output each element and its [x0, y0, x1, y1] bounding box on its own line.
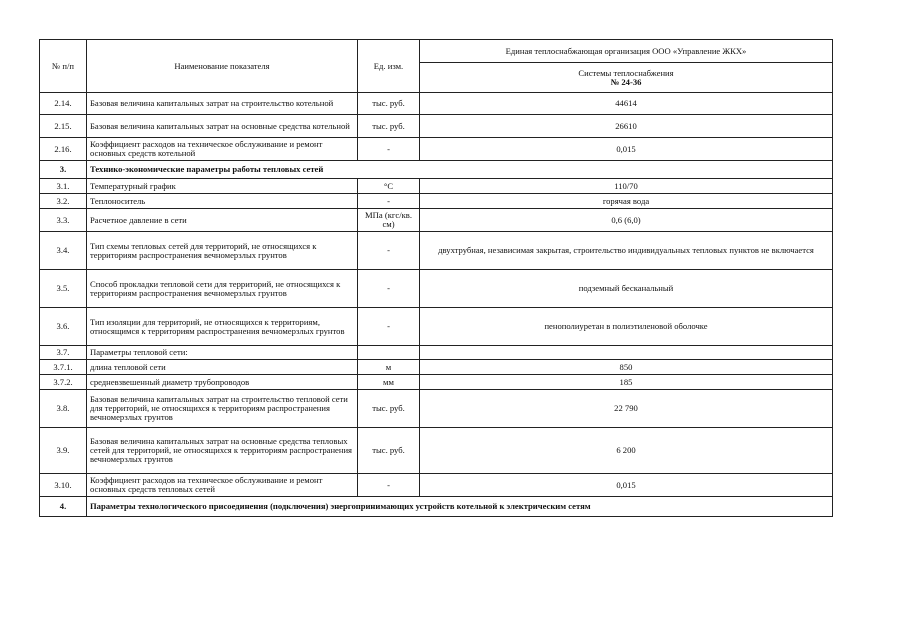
indicator-name: Расчетное давление в сети	[87, 209, 358, 232]
value-cell: горячая вода	[420, 194, 833, 209]
unit-cell: °С	[358, 179, 420, 194]
unit-cell: тыс. руб.	[358, 390, 420, 428]
row-number: 3.8.	[40, 390, 87, 428]
indicator-name: Тип схемы тепловых сетей для территорий, не относящихся к территориям распространения вечномерзлых грунтов	[87, 232, 358, 270]
unit-cell	[358, 346, 420, 360]
value-cell: 44614	[420, 93, 833, 115]
indicator-name: Базовая величина капитальных затрат на строительство тепловой сети для территорий, не относящихся к территориям распространения вечномерзлых грунтов	[87, 390, 358, 428]
table-row	[40, 115, 833, 138]
header-unit: Ед. изм.	[358, 40, 420, 93]
unit-cell: -	[358, 474, 420, 497]
row-number: 3.1.	[40, 179, 87, 194]
row-number: 3.9.	[40, 428, 87, 474]
table-row	[40, 209, 833, 232]
unit-cell: -	[358, 308, 420, 346]
table-body	[40, 93, 833, 517]
unit-cell: тыс. руб.	[358, 428, 420, 474]
table-row	[40, 360, 833, 375]
table-row	[40, 375, 833, 390]
unit-cell: тыс. руб.	[358, 115, 420, 138]
header-systems	[420, 63, 833, 93]
value-cell: 0,015	[420, 138, 833, 161]
value-cell: 850	[420, 360, 833, 375]
header-name: Наименование показателя	[87, 40, 358, 93]
indicators-table	[39, 39, 833, 517]
indicator-name: Теплоноситель	[87, 194, 358, 209]
value-cell: 6 200	[420, 428, 833, 474]
header-num: № п/п	[40, 40, 87, 93]
unit-cell: -	[358, 232, 420, 270]
row-number: 3.7.2.	[40, 375, 87, 390]
table-row	[40, 390, 833, 428]
section-number: 3.	[40, 161, 87, 179]
row-number: 3.7.1.	[40, 360, 87, 375]
section-title: Параметры технологического присоединения (подключения) энергопринимающих устройств котельной к электрическим сетям	[87, 497, 833, 517]
indicator-name: Базовая величина капитальных затрат на строительство котельной	[87, 93, 358, 115]
indicator-name: Тип изоляции для территорий, не относящихся к территориям, относящимся к территориям распространения вечномерзлых грунтов	[87, 308, 358, 346]
section-title: Технико-экономические параметры работы тепловых сетей	[87, 161, 833, 179]
indicator-name: Коэффициент расходов на техническое обслуживание и ремонт основных средств котельной	[87, 138, 358, 161]
indicator-name: Параметры тепловой сети:	[87, 346, 358, 360]
value-cell: подземный бесканальный	[420, 270, 833, 308]
indicator-name: средневзвешенный диаметр трубопроводов	[87, 375, 358, 390]
header-org: Единая теплоснабжающая организация ООО «Управление ЖКХ»	[420, 40, 833, 63]
value-cell: 185	[420, 375, 833, 390]
indicator-name: Температурный график	[87, 179, 358, 194]
row-number: 3.10.	[40, 474, 87, 497]
row-number: 3.4.	[40, 232, 87, 270]
row-number: 3.2.	[40, 194, 87, 209]
header-system-number: № 24-36	[610, 76, 642, 87]
table-row	[40, 232, 833, 270]
unit-cell: МПа (кгс/кв. см)	[358, 209, 420, 232]
row-number: 3.6.	[40, 308, 87, 346]
value-cell: 26610	[420, 115, 833, 138]
value-cell: 0,015	[420, 474, 833, 497]
section-number: 4.	[40, 497, 87, 517]
table-row	[40, 308, 833, 346]
indicator-name: Способ прокладки тепловой сети для территорий, не относящихся к территориям распространения вечномерзлых грунтов	[87, 270, 358, 308]
unit-cell: мм	[358, 375, 420, 390]
table-row	[40, 93, 833, 115]
row-number: 2.15.	[40, 115, 87, 138]
value-cell	[420, 346, 833, 360]
indicator-name: Коэффициент расходов на техническое обслуживание и ремонт основных средств тепловых сетей	[87, 474, 358, 497]
section-row	[40, 161, 833, 179]
table-row	[40, 270, 833, 308]
value-cell: 0,6 (6,0)	[420, 209, 833, 232]
unit-cell: -	[358, 138, 420, 161]
value-cell: двухтрубная, независимая закрытая, строительство индивидуальных тепловых пунктов не включается	[420, 232, 833, 270]
indicator-name: Базовая величина капитальных затрат на основные средства котельной	[87, 115, 358, 138]
table-row	[40, 428, 833, 474]
row-number: 3.3.	[40, 209, 87, 232]
row-number: 3.7.	[40, 346, 87, 360]
indicator-name: длина тепловой сети	[87, 360, 358, 375]
row-number: 3.5.	[40, 270, 87, 308]
value-cell: 110/70	[420, 179, 833, 194]
table-row	[40, 179, 833, 194]
unit-cell: -	[358, 270, 420, 308]
table-row	[40, 474, 833, 497]
unit-cell: м	[358, 360, 420, 375]
table-row	[40, 346, 833, 360]
value-cell: 22 790	[420, 390, 833, 428]
table-row	[40, 138, 833, 161]
unit-cell: тыс. руб.	[358, 93, 420, 115]
header-row-org	[40, 40, 833, 63]
section-row	[40, 497, 833, 517]
value-cell: пенополиуретан в полиэтиленовой оболочке	[420, 308, 833, 346]
row-number: 2.14.	[40, 93, 87, 115]
row-number: 2.16.	[40, 138, 87, 161]
unit-cell: -	[358, 194, 420, 209]
indicator-name: Базовая величина капитальных затрат на основные средства тепловых сетей для территорий, не относящихся к территориям распространения вечномерзлых грунтов	[87, 428, 358, 474]
header-systems-label: Системы теплоснабжения	[578, 67, 674, 78]
table-row	[40, 194, 833, 209]
